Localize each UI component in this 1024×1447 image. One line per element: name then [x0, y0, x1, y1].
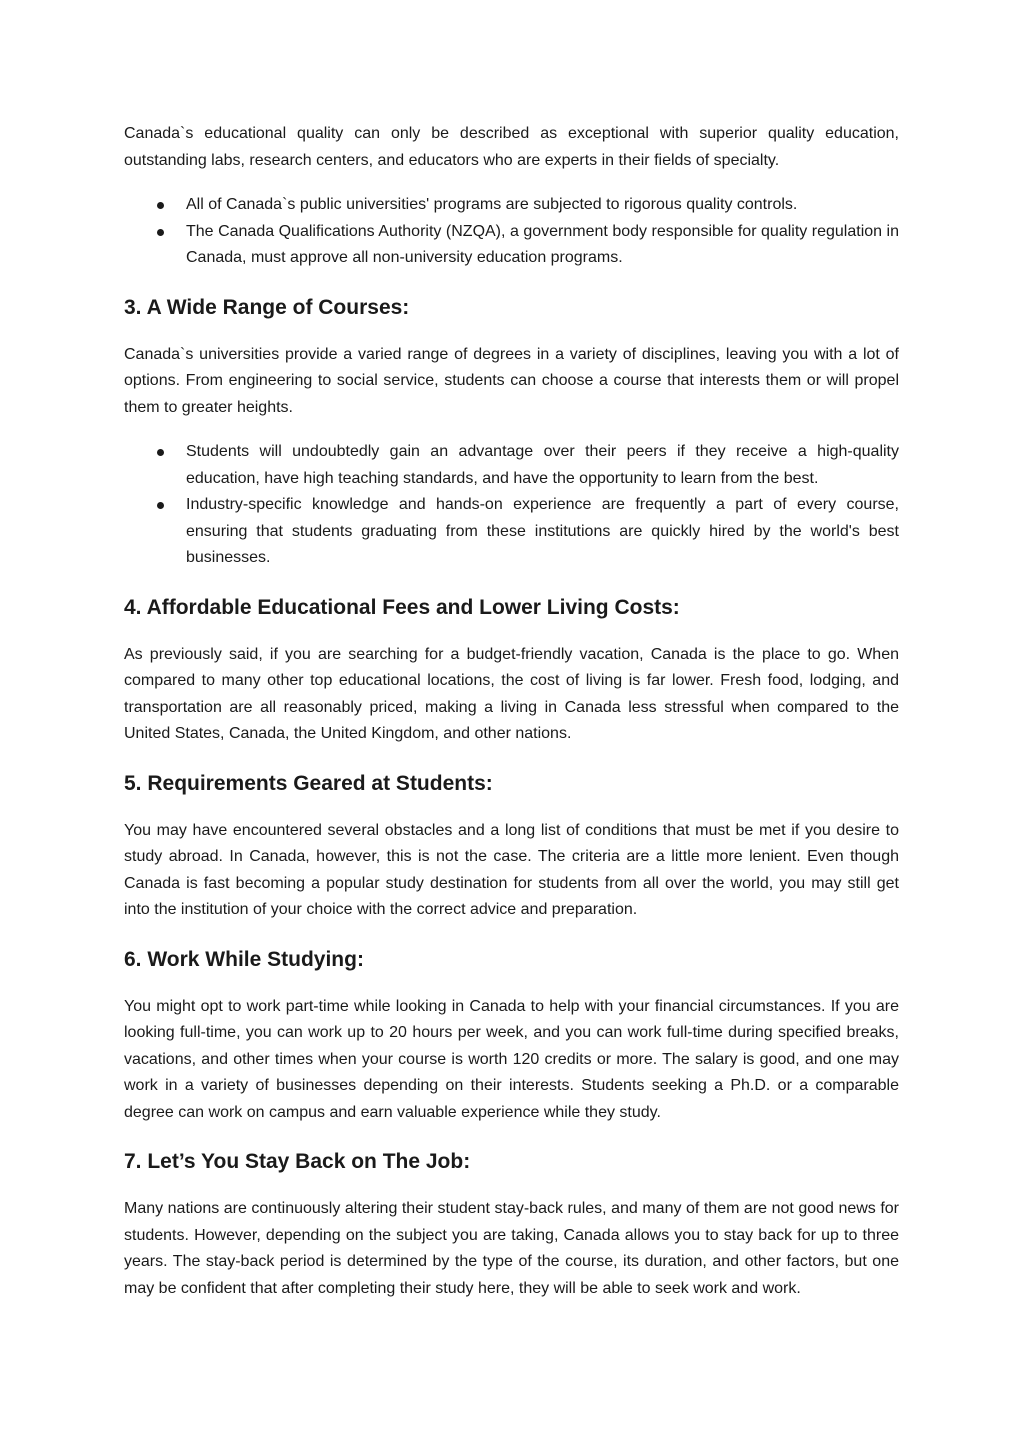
section-heading: 7. Let’s You Stay Back on The Job:: [124, 1150, 471, 1173]
section-heading: 5. Requirements Geared at Students:: [124, 771, 493, 795]
list-item: [124, 439, 899, 492]
section-bullet-list: [124, 439, 899, 572]
section-paragraph: You may have encountered several obstacles and a long list of conditions that must be met if you desire to study abroad. In Canada, however, this is not the case. The criteria are a little more lenient. Even though Canada is fast becoming a popular study destination for students from all over the world, you may still get into the institution of your choice with the correct advice and preparation.: [124, 821, 899, 918]
bullet-text: Industry-specific knowledge and hands-on experience are frequently a part of every course, ensuring that students graduating from these institutions are quickly hired by the world's best businesses.: [186, 496, 899, 566]
bullet-text: All of Canada`s public universities' programs are subjected to rigorous quality controls.: [186, 196, 798, 213]
bullet-text: Students will undoubtedly gain an advantage over their peers if they receive a high-quality education, have high teaching standards, and have the opportunity to learn from the best.: [186, 443, 899, 487]
section-heading: 3. A Wide Range of Courses:: [124, 295, 410, 319]
section-paragraph: As previously said, if you are searching for a budget-friendly vacation, Canada is the place to go. When compared to many other top educational locations, the cost of living is far lower. Fresh food, lodging, and transportation are all reasonably priced, making a living in Canada less stressful when compared to the United States, Canada, the United Kingdom, and other nations.: [124, 645, 899, 742]
section-heading: 4. Affordable Educational Fees and Lower Living Costs:: [124, 595, 680, 619]
list-item: [124, 492, 899, 572]
section-paragraph: Many nations are continuously altering their student stay-back rules, and many of them are not good news for students. However, depending on the subject you are taking, Canada allows you to stay back for up to three years. The stay-back period is determined by the type of the course, its duration, and other factors, but one may be confident that after completing their study here, they will be able to seek work and work.: [124, 1200, 899, 1297]
section-paragraph: You might opt to work part-time while looking in Canada to help with your financial circumstances. If you are looking full-time, you can work up to 20 hours per week, and you can work full-time during specified breaks, vacations, and other times when your course is worth 120 credits or more. The salary is good, and one may work in a variety of businesses depending on their interests. Students seeking a Ph.D. or a comparable degree can work on campus and earn valuable experience while they study.: [124, 997, 899, 1121]
document-page: [124, 121, 899, 1302]
bullet-text: The Canada Qualifications Authority (NZQA), a government body responsible for quality regulation in Canada, must approve all non-university education programs.: [186, 222, 899, 266]
section-heading: 6. Work While Studying:: [124, 947, 364, 971]
bullet-icon: [157, 449, 164, 456]
list-item: [124, 219, 899, 272]
section-paragraph: Canada`s universities provide a varied range of degrees in a variety of disciplines, leaving you with a lot of options. From engineering to social service, students can choose a course that interests them or will propel them to greater heights.: [124, 345, 899, 416]
bullet-icon: [157, 502, 164, 509]
bullet-icon: [157, 202, 164, 209]
list-item: [124, 192, 899, 219]
bullet-icon: [157, 229, 164, 236]
intro-bullet-list: [124, 192, 899, 272]
intro-paragraph: Canada`s educational quality can only be described as exceptional with superior quality education, outstanding labs, research centers, and educators who are experts in their fields of specialty.: [124, 125, 899, 169]
